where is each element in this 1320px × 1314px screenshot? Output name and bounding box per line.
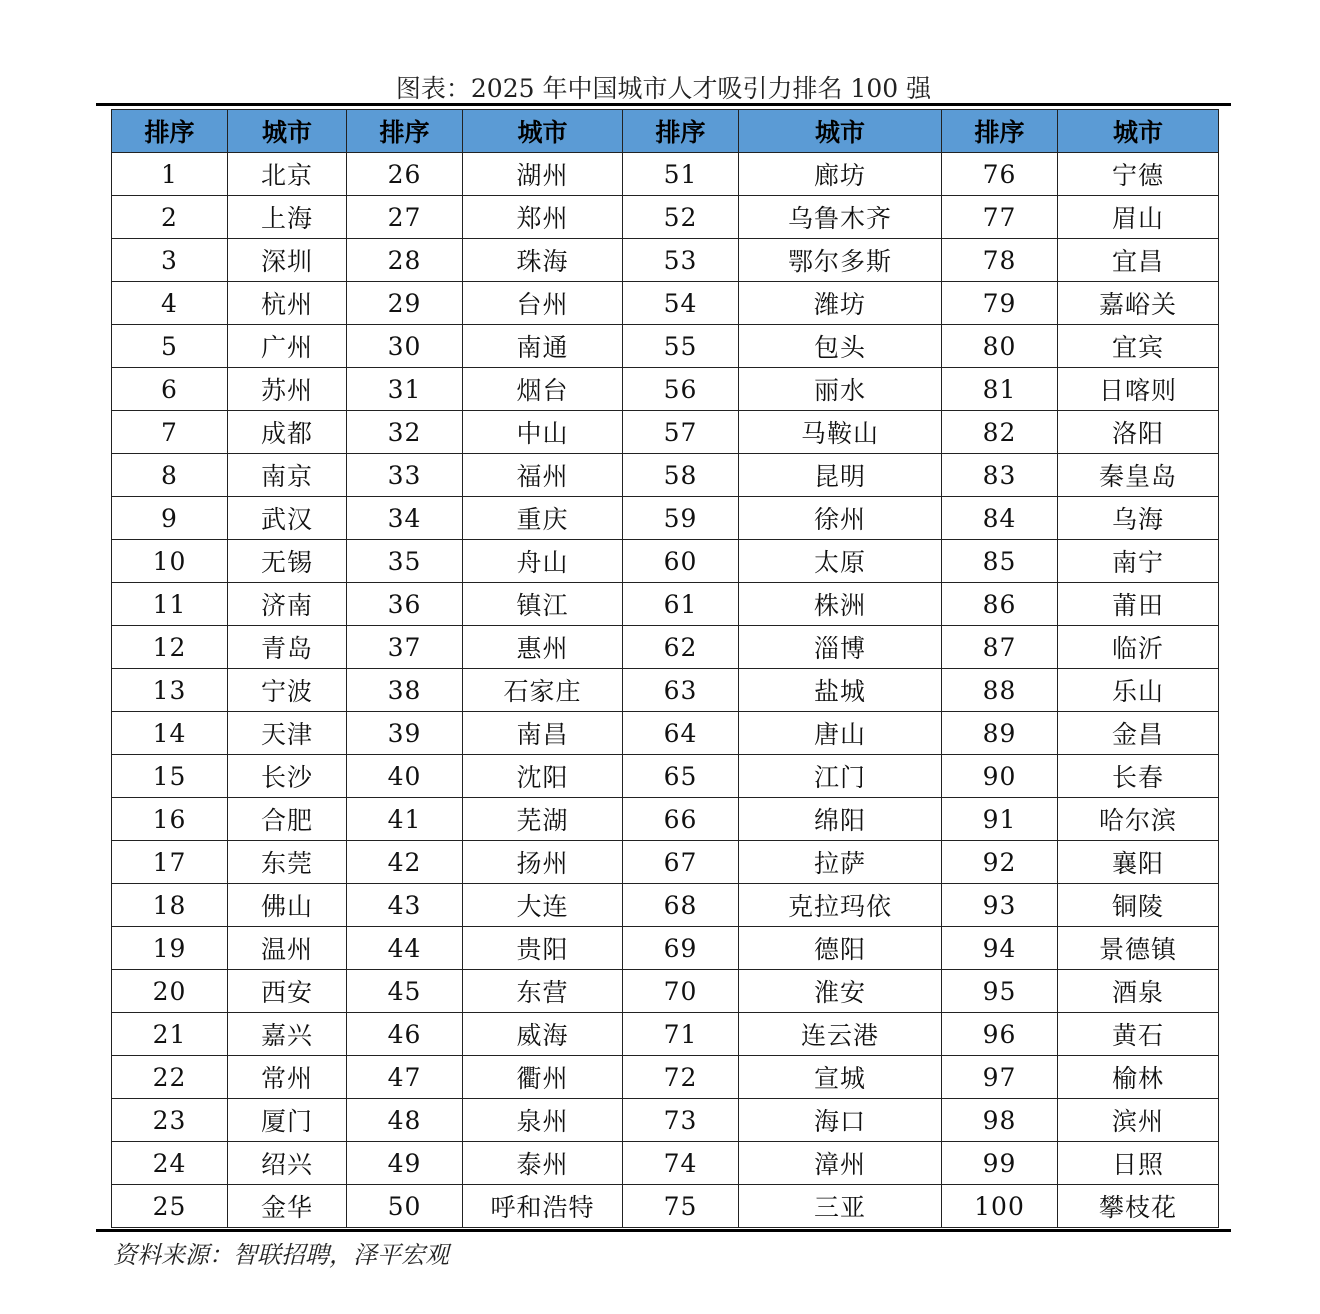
rank-cell: 25 (112, 1185, 228, 1228)
rank-cell: 63 (623, 669, 739, 712)
city-cell: 长沙 (228, 755, 347, 798)
rank-cell: 87 (942, 626, 1058, 669)
rank-cell: 88 (942, 669, 1058, 712)
rank-cell: 32 (347, 411, 463, 454)
city-cell: 洛阳 (1058, 411, 1219, 454)
table-row (112, 841, 1219, 884)
rank-cell: 95 (942, 970, 1058, 1013)
city-cell: 宁德 (1058, 153, 1219, 196)
rank-cell: 98 (942, 1099, 1058, 1142)
table-row (112, 927, 1219, 970)
rank-cell: 60 (623, 540, 739, 583)
city-cell: 佛山 (228, 884, 347, 927)
city-cell: 绍兴 (228, 1142, 347, 1185)
rank-cell: 38 (347, 669, 463, 712)
rank-cell: 71 (623, 1013, 739, 1056)
city-cell: 嘉兴 (228, 1013, 347, 1056)
header-rank: 排序 (347, 110, 463, 153)
city-cell: 眉山 (1058, 196, 1219, 239)
city-cell: 芜湖 (463, 798, 623, 841)
rank-cell: 96 (942, 1013, 1058, 1056)
city-cell: 淄博 (739, 626, 942, 669)
city-cell: 长春 (1058, 755, 1219, 798)
rank-cell: 18 (112, 884, 228, 927)
rank-cell: 42 (347, 841, 463, 884)
city-cell: 徐州 (739, 497, 942, 540)
city-cell: 三亚 (739, 1185, 942, 1228)
rank-cell: 36 (347, 583, 463, 626)
city-cell: 宣城 (739, 1056, 942, 1099)
rank-cell: 39 (347, 712, 463, 755)
city-cell: 东莞 (228, 841, 347, 884)
city-cell: 湖州 (463, 153, 623, 196)
city-cell: 乌鲁木齐 (739, 196, 942, 239)
city-cell: 乐山 (1058, 669, 1219, 712)
rank-cell: 20 (112, 970, 228, 1013)
city-cell: 中山 (463, 411, 623, 454)
table-row (112, 325, 1219, 368)
table-row (112, 1099, 1219, 1142)
table-row (112, 755, 1219, 798)
rank-cell: 66 (623, 798, 739, 841)
rank-cell: 77 (942, 196, 1058, 239)
rank-cell: 89 (942, 712, 1058, 755)
table-row (112, 712, 1219, 755)
city-cell: 盐城 (739, 669, 942, 712)
city-cell: 漳州 (739, 1142, 942, 1185)
city-cell: 成都 (228, 411, 347, 454)
city-cell: 攀枝花 (1058, 1185, 1219, 1228)
city-cell: 襄阳 (1058, 841, 1219, 884)
rank-cell: 64 (623, 712, 739, 755)
city-cell: 无锡 (228, 540, 347, 583)
city-cell: 惠州 (463, 626, 623, 669)
city-cell: 德阳 (739, 927, 942, 970)
table-row (112, 497, 1219, 540)
header-rank: 排序 (623, 110, 739, 153)
city-cell: 黄石 (1058, 1013, 1219, 1056)
rank-cell: 34 (347, 497, 463, 540)
rank-cell: 72 (623, 1056, 739, 1099)
rank-cell: 86 (942, 583, 1058, 626)
city-cell: 包头 (739, 325, 942, 368)
rank-cell: 14 (112, 712, 228, 755)
rank-cell: 93 (942, 884, 1058, 927)
figure-title: 图表：2025 年中国城市人才吸引力排名 100 强 (395, 74, 932, 103)
city-cell: 上海 (228, 196, 347, 239)
city-cell: 丽水 (739, 368, 942, 411)
rank-cell: 35 (347, 540, 463, 583)
rank-cell: 43 (347, 884, 463, 927)
rank-cell: 22 (112, 1056, 228, 1099)
table-row (112, 1142, 1219, 1185)
rank-cell: 33 (347, 454, 463, 497)
city-cell: 西安 (228, 970, 347, 1013)
rank-cell: 15 (112, 755, 228, 798)
rank-cell: 57 (623, 411, 739, 454)
rank-cell: 92 (942, 841, 1058, 884)
rank-cell: 74 (623, 1142, 739, 1185)
rank-cell: 31 (347, 368, 463, 411)
top-rule (96, 103, 1231, 106)
city-cell: 廊坊 (739, 153, 942, 196)
rank-cell: 6 (112, 368, 228, 411)
rank-cell: 8 (112, 454, 228, 497)
header-rank: 排序 (112, 110, 228, 153)
rank-cell: 62 (623, 626, 739, 669)
table-row (112, 669, 1219, 712)
rank-cell: 11 (112, 583, 228, 626)
rank-cell: 70 (623, 970, 739, 1013)
city-cell: 东营 (463, 970, 623, 1013)
rank-cell: 79 (942, 282, 1058, 325)
city-cell: 日喀则 (1058, 368, 1219, 411)
rank-cell: 78 (942, 239, 1058, 282)
rank-cell: 48 (347, 1099, 463, 1142)
rank-cell: 13 (112, 669, 228, 712)
table-row (112, 540, 1219, 583)
rank-cell: 76 (942, 153, 1058, 196)
table-row (112, 454, 1219, 497)
city-cell: 马鞍山 (739, 411, 942, 454)
city-cell: 烟台 (463, 368, 623, 411)
header-city: 城市 (1058, 110, 1219, 153)
city-cell: 秦皇岛 (1058, 454, 1219, 497)
table-row (112, 1056, 1219, 1099)
rank-cell: 81 (942, 368, 1058, 411)
rank-cell: 91 (942, 798, 1058, 841)
city-cell: 克拉玛依 (739, 884, 942, 927)
rank-cell: 45 (347, 970, 463, 1013)
table-row (112, 884, 1219, 927)
rank-cell: 12 (112, 626, 228, 669)
city-cell: 广州 (228, 325, 347, 368)
rank-cell: 59 (623, 497, 739, 540)
rank-cell: 97 (942, 1056, 1058, 1099)
rank-cell: 27 (347, 196, 463, 239)
city-cell: 镇江 (463, 583, 623, 626)
city-cell: 宜昌 (1058, 239, 1219, 282)
rank-cell: 10 (112, 540, 228, 583)
city-cell: 石家庄 (463, 669, 623, 712)
rank-cell: 2 (112, 196, 228, 239)
rank-cell: 54 (623, 282, 739, 325)
rank-cell: 67 (623, 841, 739, 884)
city-cell: 榆林 (1058, 1056, 1219, 1099)
table-body (112, 153, 1219, 1228)
table-row (112, 1013, 1219, 1056)
rank-cell: 5 (112, 325, 228, 368)
rank-cell: 69 (623, 927, 739, 970)
table-row (112, 282, 1219, 325)
city-cell: 杭州 (228, 282, 347, 325)
table-row (112, 798, 1219, 841)
rank-cell: 85 (942, 540, 1058, 583)
rank-cell: 24 (112, 1142, 228, 1185)
city-cell: 大连 (463, 884, 623, 927)
rank-cell: 1 (112, 153, 228, 196)
rank-cell: 55 (623, 325, 739, 368)
rank-cell: 82 (942, 411, 1058, 454)
city-cell: 泉州 (463, 1099, 623, 1142)
table-row (112, 153, 1219, 196)
rank-cell: 41 (347, 798, 463, 841)
header-city: 城市 (228, 110, 347, 153)
table-row (112, 970, 1219, 1013)
rank-cell: 28 (347, 239, 463, 282)
rank-cell: 52 (623, 196, 739, 239)
city-cell: 日照 (1058, 1142, 1219, 1185)
city-cell: 天津 (228, 712, 347, 755)
rank-cell: 4 (112, 282, 228, 325)
city-cell: 郑州 (463, 196, 623, 239)
city-cell: 厦门 (228, 1099, 347, 1142)
rank-cell: 21 (112, 1013, 228, 1056)
city-cell: 扬州 (463, 841, 623, 884)
city-cell: 潍坊 (739, 282, 942, 325)
rank-cell: 100 (942, 1185, 1058, 1228)
table-row (112, 239, 1219, 282)
rank-cell: 94 (942, 927, 1058, 970)
city-cell: 常州 (228, 1056, 347, 1099)
rank-cell: 49 (347, 1142, 463, 1185)
source-note: 资料来源：智联招聘，泽平宏观 (113, 1241, 449, 1269)
city-cell: 温州 (228, 927, 347, 970)
rank-cell: 17 (112, 841, 228, 884)
city-cell: 青岛 (228, 626, 347, 669)
rank-cell: 51 (623, 153, 739, 196)
rank-cell: 75 (623, 1185, 739, 1228)
city-cell: 合肥 (228, 798, 347, 841)
rank-cell: 19 (112, 927, 228, 970)
city-cell: 景德镇 (1058, 927, 1219, 970)
city-cell: 唐山 (739, 712, 942, 755)
city-cell: 莆田 (1058, 583, 1219, 626)
rank-cell: 9 (112, 497, 228, 540)
city-cell: 滨州 (1058, 1099, 1219, 1142)
header-row (112, 110, 1219, 153)
rank-cell: 26 (347, 153, 463, 196)
rank-cell: 23 (112, 1099, 228, 1142)
city-cell: 乌海 (1058, 497, 1219, 540)
city-cell: 舟山 (463, 540, 623, 583)
bottom-rule (96, 1229, 1231, 1232)
city-cell: 珠海 (463, 239, 623, 282)
city-cell: 威海 (463, 1013, 623, 1056)
city-cell: 贵阳 (463, 927, 623, 970)
table-row (112, 368, 1219, 411)
table-row (112, 583, 1219, 626)
rank-cell: 61 (623, 583, 739, 626)
rank-cell: 68 (623, 884, 739, 927)
city-cell: 哈尔滨 (1058, 798, 1219, 841)
table-row (112, 411, 1219, 454)
city-cell: 南宁 (1058, 540, 1219, 583)
rank-cell: 58 (623, 454, 739, 497)
rank-cell: 83 (942, 454, 1058, 497)
city-cell: 江门 (739, 755, 942, 798)
rank-cell: 37 (347, 626, 463, 669)
table-row (112, 626, 1219, 669)
city-cell: 泰州 (463, 1142, 623, 1185)
header-city: 城市 (463, 110, 623, 153)
city-cell: 宜宾 (1058, 325, 1219, 368)
city-cell: 重庆 (463, 497, 623, 540)
city-cell: 呼和浩特 (463, 1185, 623, 1228)
rank-cell: 16 (112, 798, 228, 841)
rank-cell: 73 (623, 1099, 739, 1142)
city-cell: 酒泉 (1058, 970, 1219, 1013)
city-cell: 宁波 (228, 669, 347, 712)
rank-cell: 84 (942, 497, 1058, 540)
city-cell: 太原 (739, 540, 942, 583)
city-cell: 鄂尔多斯 (739, 239, 942, 282)
rank-cell: 50 (347, 1185, 463, 1228)
table-row (112, 1185, 1219, 1228)
city-cell: 连云港 (739, 1013, 942, 1056)
table-row (112, 196, 1219, 239)
rank-cell: 47 (347, 1056, 463, 1099)
city-cell: 昆明 (739, 454, 942, 497)
rank-cell: 7 (112, 411, 228, 454)
city-cell: 铜陵 (1058, 884, 1219, 927)
rank-cell: 44 (347, 927, 463, 970)
header-city: 城市 (739, 110, 942, 153)
city-cell: 南通 (463, 325, 623, 368)
city-cell: 沈阳 (463, 755, 623, 798)
city-cell: 济南 (228, 583, 347, 626)
city-cell: 淮安 (739, 970, 942, 1013)
city-cell: 株洲 (739, 583, 942, 626)
rank-cell: 56 (623, 368, 739, 411)
city-cell: 福州 (463, 454, 623, 497)
city-cell: 深圳 (228, 239, 347, 282)
rank-cell: 65 (623, 755, 739, 798)
city-cell: 台州 (463, 282, 623, 325)
city-cell: 苏州 (228, 368, 347, 411)
rank-cell: 53 (623, 239, 739, 282)
rank-cell: 3 (112, 239, 228, 282)
header-rank: 排序 (942, 110, 1058, 153)
city-cell: 金昌 (1058, 712, 1219, 755)
city-cell: 绵阳 (739, 798, 942, 841)
city-ranking-table (111, 109, 1219, 1228)
city-cell: 南昌 (463, 712, 623, 755)
city-cell: 金华 (228, 1185, 347, 1228)
city-cell: 南京 (228, 454, 347, 497)
city-cell: 嘉峪关 (1058, 282, 1219, 325)
city-cell: 武汉 (228, 497, 347, 540)
city-cell: 临沂 (1058, 626, 1219, 669)
rank-cell: 99 (942, 1142, 1058, 1185)
rank-cell: 40 (347, 755, 463, 798)
city-cell: 北京 (228, 153, 347, 196)
city-cell: 海口 (739, 1099, 942, 1142)
city-cell: 拉萨 (739, 841, 942, 884)
rank-cell: 80 (942, 325, 1058, 368)
rank-cell: 29 (347, 282, 463, 325)
rank-cell: 46 (347, 1013, 463, 1056)
rank-cell: 30 (347, 325, 463, 368)
rank-cell: 90 (942, 755, 1058, 798)
city-cell: 衢州 (463, 1056, 623, 1099)
